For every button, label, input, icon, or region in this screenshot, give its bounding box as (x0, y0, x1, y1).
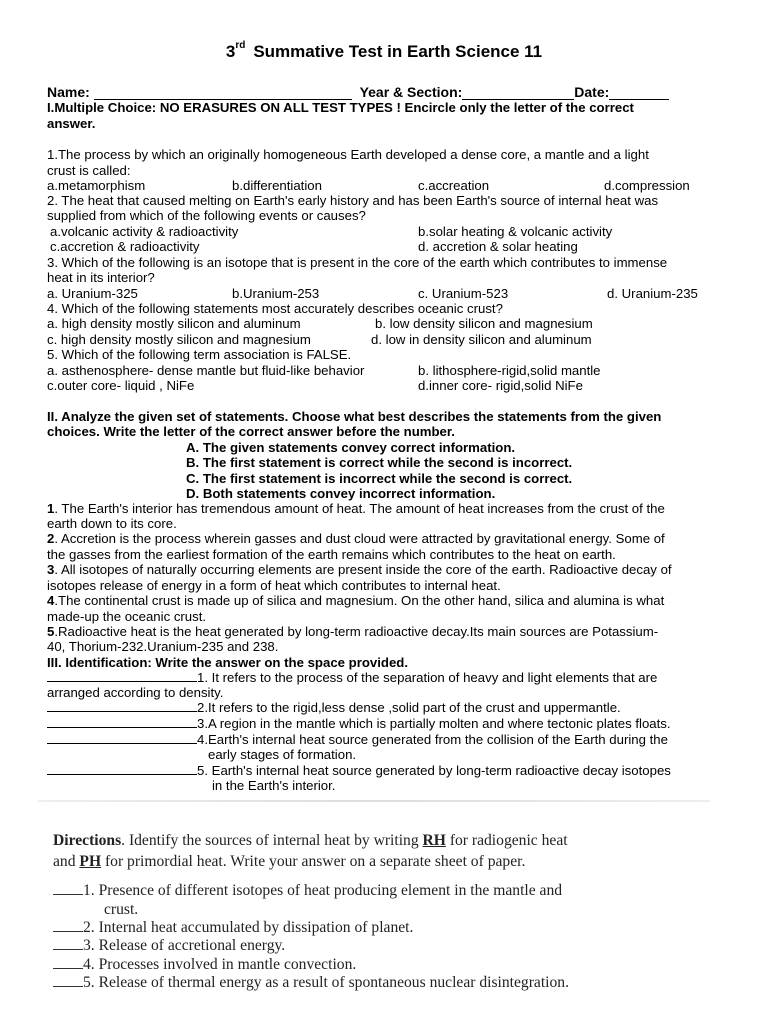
identification-1-text: 1. It refers to the process of the separation of heavy and light elements that are (197, 670, 658, 685)
q3-choice-d[interactable]: d. Uranium-235 (607, 286, 698, 301)
directions-text-2-start: and (53, 853, 80, 870)
statement-1-number: 1 (47, 501, 55, 516)
answer-blank-1[interactable] (47, 670, 197, 682)
q2-choice-d[interactable]: d. accretion & solar heating (418, 239, 578, 254)
identification-5-text: 5. Earth's internal heat source generated by long-term radioactive decay isotopes (197, 763, 671, 778)
part2-choice-d: D. Both statements convey incorrect information. (186, 486, 496, 501)
statement-3-cont: isotopes release of energy in a form of heat which contributes to internal heat. (47, 578, 501, 593)
directions-line-2 (53, 852, 525, 872)
q1-choice-a[interactable]: a.metamorphism (47, 178, 146, 193)
question-3-cont: heat in its interior? (47, 270, 155, 285)
directions-item-1 (53, 881, 562, 901)
year-section-field[interactable] (462, 85, 574, 100)
statement-5-cont: 40, Thorium-232.Uranium-235 and 238. (47, 639, 279, 654)
name-field[interactable] (94, 85, 352, 100)
part3-instruction: III. Identification: Write the answer on the space provided. (47, 655, 409, 670)
ph-code: PH (79, 853, 102, 870)
statement-5 (47, 624, 658, 639)
question-2-cont: supplied from which of the following events or causes? (47, 208, 366, 223)
question-1-cont: crust is called: (47, 163, 131, 178)
statement-2-text: . Accretion is the process wherein gasses and dust cloud were attracted by gravitational energy. Some of (54, 531, 665, 546)
statement-4-number: 4 (47, 593, 55, 608)
name-label: Name: (47, 84, 90, 100)
identification-4 (47, 732, 668, 747)
statement-2-number: 2 (47, 531, 55, 546)
item-1-text: 1. Presence of different isotopes of heat producing element in the mantle and (83, 882, 563, 899)
identification-1 (47, 670, 657, 685)
directions-item-1-cont: crust. (104, 901, 139, 918)
identification-4-cont: early stages of formation. (208, 747, 357, 762)
answer-blank-4[interactable] (47, 732, 197, 744)
statement-4-cont: made-up the oceanic crust. (47, 609, 207, 624)
item-2-blank[interactable] (53, 919, 83, 932)
answer-blank-2[interactable] (47, 700, 197, 712)
directions-text-2-end: for primordial heat. Write your answer on a separate sheet of paper. (101, 853, 526, 870)
q3-choice-b[interactable]: b.Uranium-253 (232, 286, 320, 301)
q2-choice-c[interactable]: c.accretion & radioactivity (50, 239, 200, 254)
statement-3 (47, 562, 672, 577)
q1-choice-d[interactable]: d.compression (604, 178, 690, 193)
directions-item-2 (53, 918, 413, 938)
directions-item-5 (53, 973, 569, 993)
item-3-text: 3. Release of accretional energy. (83, 937, 286, 954)
q5-choice-a[interactable]: a. asthenosphere- dense mantle but fluid-like behavior (47, 363, 365, 378)
directions-item-4 (53, 955, 356, 975)
part2-instruction: II. Analyze the given set of statements. Choose what best describes the statements from the given (47, 409, 662, 424)
title-text: Summative Test in Earth Science 11 (253, 42, 543, 61)
q4-choice-d[interactable]: d. low in density silicon and aluminum (371, 332, 592, 347)
q5-choice-d[interactable]: d.inner core- rigid,solid NiFe (418, 378, 583, 393)
part2-choice-c: C. The first statement is incorrect while the second is correct. (186, 471, 573, 486)
identification-3-text: 3.A region in the mantle which is partially molten and where tectonic plates floats. (197, 716, 671, 731)
statement-3-number: 3 (47, 562, 55, 577)
date-label: Date: (574, 84, 610, 100)
item-4-blank[interactable] (53, 956, 83, 969)
rh-code: RH (422, 832, 446, 849)
answer-blank-5[interactable] (47, 763, 197, 775)
part1-instruction-cont: answer. (47, 116, 96, 131)
directions-label: Directions (53, 832, 122, 849)
page-title (0, 42, 768, 62)
question-1: 1.The process by which an originally homogeneous Earth developed a dense core, a mantle and a light (47, 147, 649, 162)
statement-4 (47, 593, 664, 608)
statement-1-text: . The Earth's interior has tremendous amount of heat. The amount of heat increases from the crust of the (54, 501, 665, 516)
statement-3-text: . All isotopes of naturally occurring elements are present inside the core of the earth. Radioactive decay of (54, 562, 672, 577)
q1-choice-c[interactable]: c.accreation (418, 178, 490, 193)
student-info-line (47, 84, 687, 100)
q3-choice-c[interactable]: c. Uranium-523 (418, 286, 509, 301)
year-section-label: Year & Section: (359, 84, 463, 100)
identification-2-text: 2.It refers to the rigid,less dense ,solid part of the crust and uppermantle. (197, 700, 621, 715)
question-3: 3. Which of the following is an isotope that is present in the core of the earth which contributes to immense (47, 255, 668, 270)
q2-choice-a[interactable]: a.volcanic activity & radioactivity (50, 224, 239, 239)
title-ordinal-suffix: rd (235, 40, 246, 51)
directions-line-1 (53, 831, 568, 851)
q4-choice-a[interactable]: a. high density mostly silicon and aluminum (47, 316, 301, 331)
part2-choice-b: B. The first statement is correct while the second is incorrect. (186, 455, 573, 470)
q1-choice-b[interactable]: b.differentiation (232, 178, 322, 193)
directions-item-3 (53, 936, 285, 956)
q5-choice-b[interactable]: b. lithosphere-rigid,solid mantle (418, 363, 601, 378)
statement-2-cont: the gasses from the earliest formation of the earth remains which contributes to the heat on earth. (47, 547, 616, 562)
part2-choice-a: A. The given statements convey correct information. (186, 440, 516, 455)
statement-4-text: .The continental crust is made up of silica and magnesium. On the other hand, silica and alumina is what (54, 593, 665, 608)
identification-1-cont: arranged according to density. (47, 685, 224, 700)
item-5-blank[interactable] (53, 974, 83, 987)
q2-choice-b[interactable]: b.solar heating & volcanic activity (418, 224, 613, 239)
part2-instruction-cont: choices. Write the letter of the correct answer before the number. (47, 424, 455, 439)
identification-3 (47, 716, 671, 731)
q5-choice-c[interactable]: c.outer core- liquid , NiFe (47, 378, 195, 393)
directions-text-1: . Identify the sources of internal heat by writing (121, 832, 423, 849)
statement-1 (47, 501, 665, 516)
q3-choice-a[interactable]: a. Uranium-325 (47, 286, 138, 301)
statement-5-number: 5 (47, 624, 55, 639)
item-4-text: 4. Processes involved in mantle convection. (83, 956, 357, 973)
directions-text-1-end: for radiogenic heat (445, 832, 568, 849)
title-ordinal: 3 (225, 42, 236, 61)
identification-5-cont: in the Earth's interior. (212, 778, 336, 793)
q4-choice-c[interactable]: c. high density mostly silicon and magnesium (47, 332, 311, 347)
q4-choice-b[interactable]: b. low density silicon and magnesium (375, 316, 593, 331)
item-5-text: 5. Release of thermal energy as a result of spontaneous nuclear disintegration. (83, 974, 569, 991)
question-4: 4. Which of the following statements most accurately describes oceanic crust? (47, 301, 503, 316)
question-2: 2. The heat that caused melting on Earth's early history and has been Earth's source of internal heat was (47, 193, 659, 208)
identification-5 (47, 763, 671, 778)
statement-1-cont: earth down to its core. (47, 516, 177, 531)
section-divider (38, 800, 710, 802)
item-3-blank[interactable] (53, 937, 83, 950)
statement-2 (47, 531, 665, 546)
statement-5-text: .Radioactive heat is the heat generated by long-term radioactive decay.Its main sources are Potassium- (54, 624, 659, 639)
identification-2 (47, 700, 621, 715)
answer-blank-3[interactable] (47, 716, 197, 728)
part1-instruction: I.Multiple Choice: NO ERASURES ON ALL TEST TYPES ! Encircle only the letter of the correct (47, 100, 634, 115)
item-2-text: 2. Internal heat accumulated by dissipation of planet. (83, 919, 414, 936)
item-1-blank[interactable] (53, 882, 83, 895)
identification-4-text: 4.Earth's internal heat source generated from the collision of the Earth during the (197, 732, 668, 747)
date-field[interactable] (609, 85, 669, 100)
question-5: 5. Which of the following term association is FALSE. (47, 347, 352, 362)
